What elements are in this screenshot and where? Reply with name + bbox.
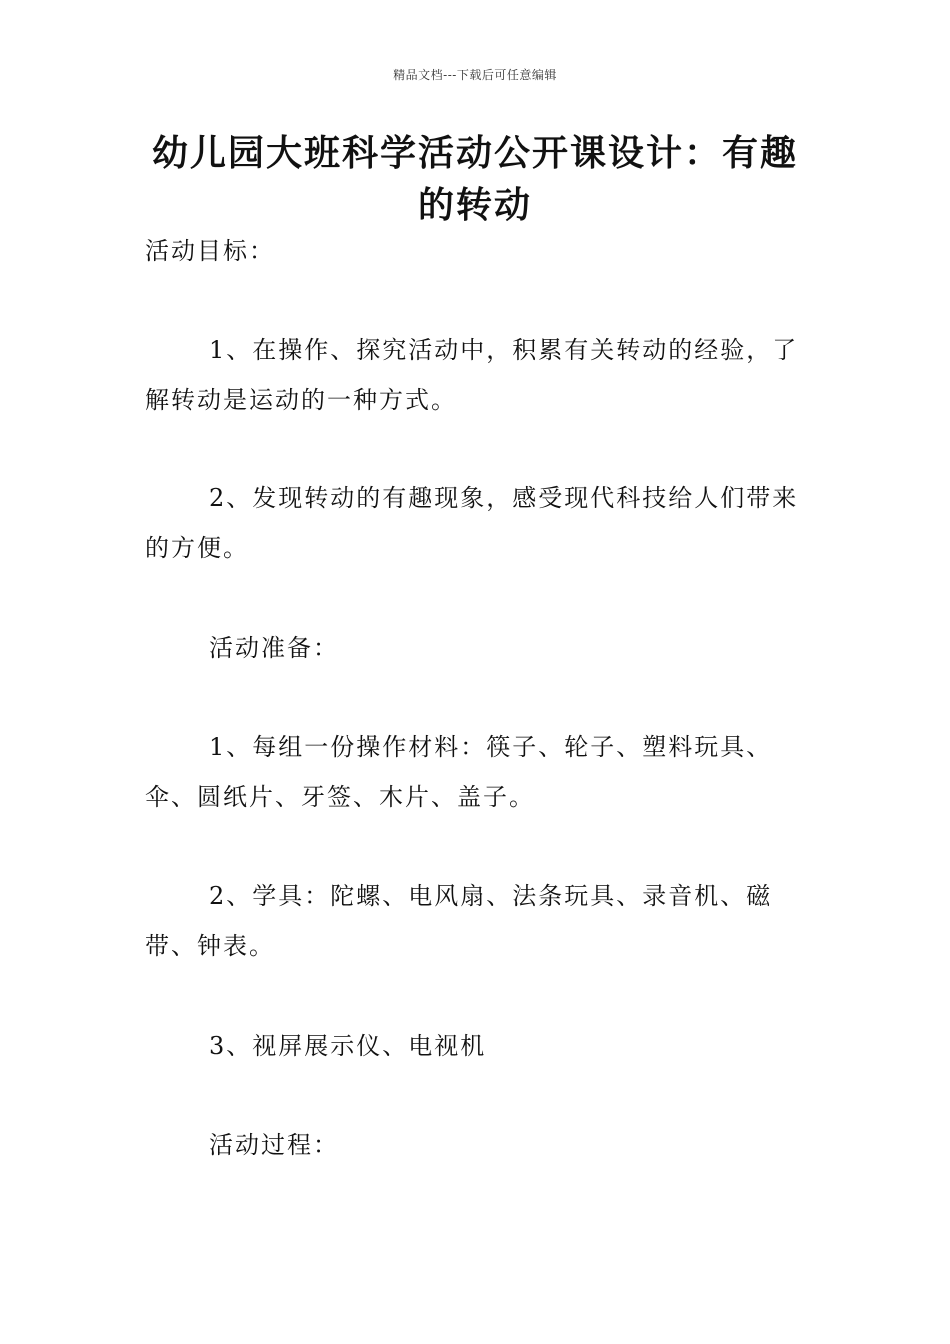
paragraph-preparation-1: 1、每组一份操作材料：筷子、轮子、塑料玩具、伞、圆纸片、牙签、木片、盖子。 xyxy=(145,733,773,811)
paragraph-process-heading: 活动过程： xyxy=(209,1131,339,1159)
document-title: 幼儿园大班科学活动公开课设计：有趣的转动 xyxy=(151,133,798,226)
paragraph-preparation-2: 2、学具：陀螺、电风扇、法条玩具、录音机、磁带、钟表。 xyxy=(145,882,773,960)
page-header: 精品文档---下载后可任意编辑 xyxy=(393,68,557,82)
paragraph-objective-1: 1、在操作、探究活动中，积累有关转动的经验，了解转动是运动的一种方式。 xyxy=(145,336,799,414)
paragraph-preparation-heading: 活动准备： xyxy=(209,634,339,662)
paragraph-objectives-heading: 活动目标： xyxy=(145,237,275,265)
paragraph-preparation-3: 3、视屏展示仪、电视机 xyxy=(209,1032,487,1060)
paragraph-objective-2: 2、发现转动的有趣现象，感受现代科技给人们带来的方便。 xyxy=(145,484,799,562)
